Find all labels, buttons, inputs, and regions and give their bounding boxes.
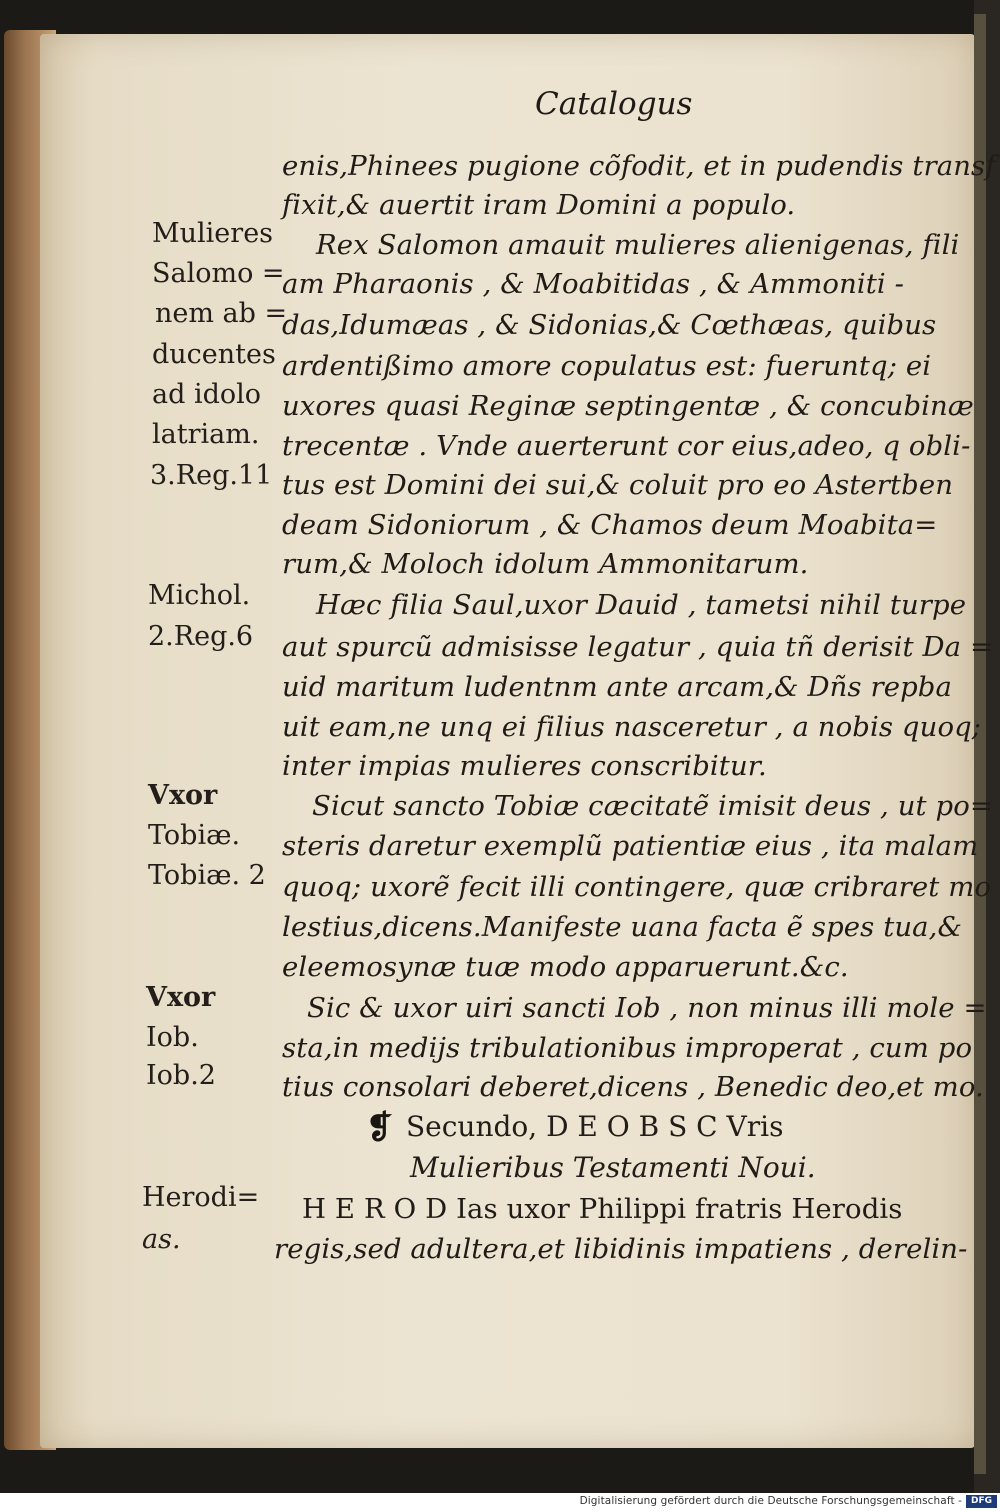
margin-note: Michol. [148,580,251,611]
body-line: Hæc filia Saul,uxor Dauid , tametsi nihil turpe [316,589,967,621]
margin-note: 2.Reg.6 [148,621,254,652]
margin-note: Vxor [146,982,216,1013]
body-line: das,Idumæas , & Sidonias,& Cœthæas, quibus [282,309,937,341]
body-line: H E R O D Ias uxor Philippi fratris Herodis [302,1193,903,1225]
margin-note: Herodi= [142,1182,260,1213]
body-line: eleemosynæ tuæ modo apparuerunt.&c. [282,951,849,983]
body-line: am Pharaonis , & Moabitidas , & Ammoniti - [282,268,905,300]
section-heading-sub: Mulieribus Testamenti Noui. [410,1151,816,1184]
margin-note: ducentes [152,339,276,370]
margin-note: Tobiæ. [148,820,241,851]
body-line: deam Sidoniorum , & Chamos deum Moabita= [282,509,938,541]
body-line: rum,& Moloch idolum Ammonitarum. [282,548,809,580]
margin-note: 3.Reg.11 [150,460,273,491]
body-line: inter impias mulieres conscribitur. [282,750,767,782]
margin-note: Tobiæ. 2 [148,860,266,891]
body-line: uxores quasi Reginæ septingentæ , & concubinæ [282,390,974,422]
dfg-logo: DFG [966,1495,997,1508]
pilcrow-icon: ❡ [366,1108,393,1146]
body-line: sta,in medijs tribulationibus improperat , cum po [282,1032,973,1064]
digitization-footer [0,1493,1000,1511]
body-line: quoq; uxorẽ fecit illi contingere, quæ cribraret mo [282,871,992,903]
footer-credit: Digitalisierung gefördert durch die Deutsche Forschungsgemeinschaft - [579,1495,962,1507]
body-line: steris daretur exemplũ patientiæ eius , ita malam [282,830,979,862]
body-line: trecentæ . Vnde auerterunt cor eius,adeo, q obli- [282,430,971,462]
margin-note: Iob. [146,1022,199,1053]
running-head: Catalogus [535,86,693,122]
body-line: uid maritum ludentnm ante arcam,& Dñs repba [282,671,953,703]
margin-note: ad idolo [152,379,262,410]
body-line: Sicut sancto Tobiæ cæcitatẽ imisit deus , ut po= [312,790,994,822]
margin-note: Iob.2 [146,1060,216,1091]
body-line: ardentißimo amore copulatus est: fueruntq; ei [282,350,932,382]
body-line: aut spurcũ admisisse legatur , quia tñ derisit Da = [282,631,994,663]
margin-note: Vxor [148,780,218,811]
body-line: tus est Domini dei sui,& coluit pro eo Astertben [282,469,954,501]
body-line: regis,sed adultera,et libidinis impatiens , derelin- [274,1233,968,1265]
body-line: tius consolari deberet,dicens , Benedic deo,et mo. [282,1071,984,1103]
margin-note: as. [142,1224,181,1255]
margin-note: nem ab = [155,298,288,329]
body-line: Sic & uxor uiri sancti Iob , non minus illi mole = [307,992,987,1024]
margin-note: Salomo = [152,258,285,289]
right-scan-edge [974,0,1000,1493]
body-line: fixit,& auertit iram Domini a populo. [282,189,796,221]
body-line: uit eam,ne unq ei filius nasceretur , a nobis quoq; [282,711,982,743]
body-line: lestius,dicens.Manifeste uana facta ẽ spes tua,& [282,911,963,943]
section-heading: Secundo, D E O B S C Vris [406,1110,784,1143]
margin-note: latriam. [152,419,260,450]
body-line: Rex Salomon amauit mulieres alienigenas, fili [316,229,960,261]
margin-note: Mulieres [152,218,274,249]
body-line: enis,Phinees pugione cõfodit, et in pudendis transf [282,150,996,182]
